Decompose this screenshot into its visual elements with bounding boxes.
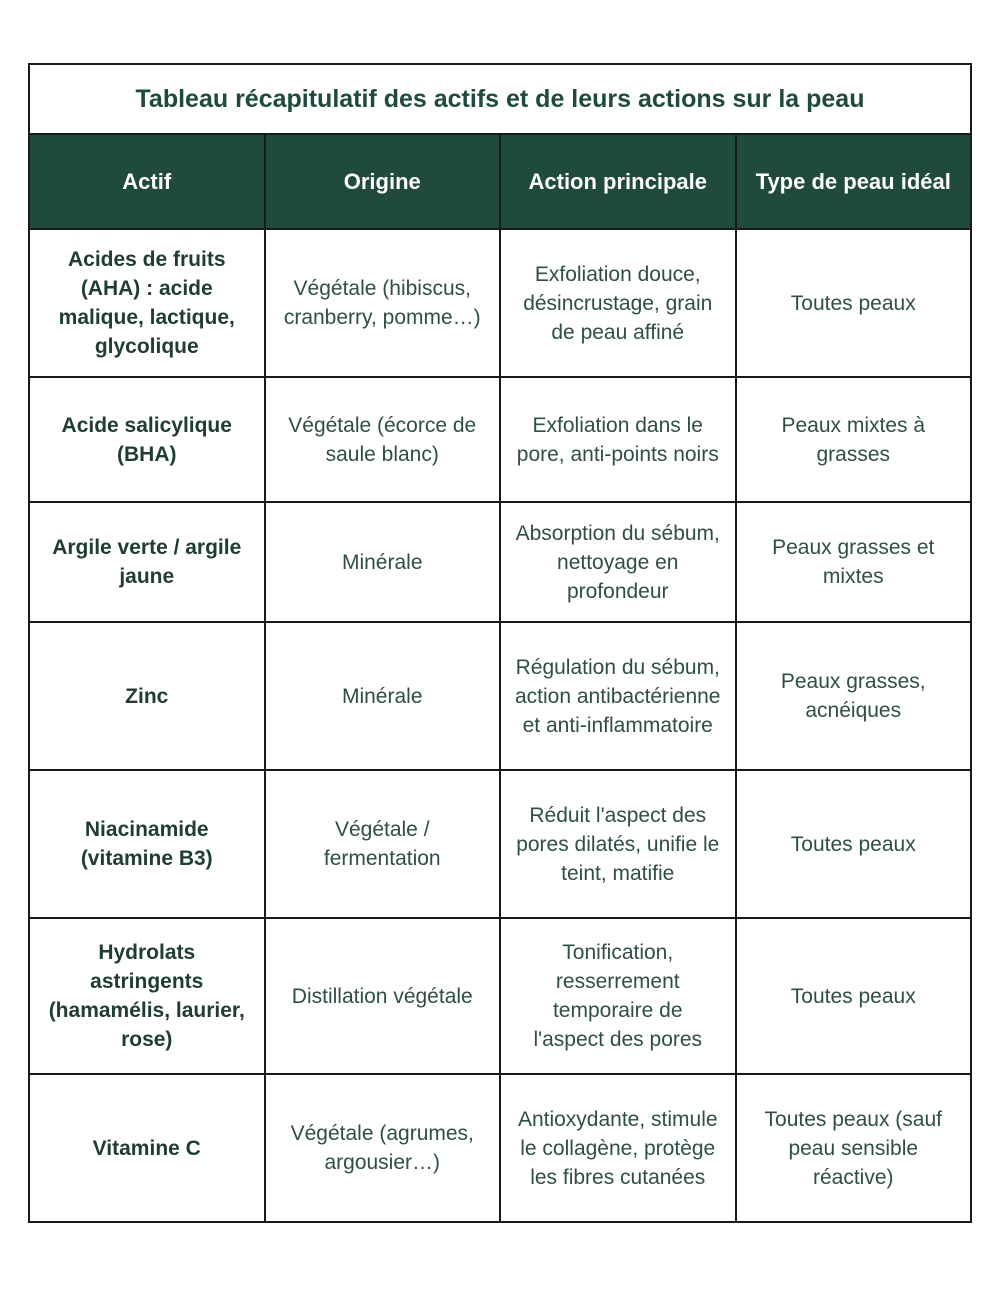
cell-type-peau: Peaux grasses, acnéiques <box>736 622 972 770</box>
table-title: Tableau récapitulatif des actifs et de leurs actions sur la peau <box>29 64 971 134</box>
table-row <box>29 918 971 1074</box>
cell-type-peau: Peaux mixtes à grasses <box>736 377 972 502</box>
title-row <box>29 64 971 134</box>
table-row <box>29 770 971 918</box>
cell-action: Antioxydante, stimule le collagène, protège les fibres cutanées <box>500 1074 736 1222</box>
cell-actif: Argile verte / argile jaune <box>29 502 265 622</box>
cell-origine: Minérale <box>265 502 501 622</box>
cell-action: Exfoliation dans le pore, anti-points noirs <box>500 377 736 502</box>
table-row <box>29 502 971 622</box>
cell-action: Tonification, resserrement temporaire de l'aspect des pores <box>500 918 736 1074</box>
cell-type-peau: Toutes peaux (sauf peau sensible réactive) <box>736 1074 972 1222</box>
cell-type-peau: Peaux grasses et mixtes <box>736 502 972 622</box>
cell-actif: Vitamine C <box>29 1074 265 1222</box>
cell-type-peau: Toutes peaux <box>736 918 972 1074</box>
cell-action: Régulation du sébum, action antibactérienne et anti-inflammatoire <box>500 622 736 770</box>
cell-actif: Acides de fruits (AHA) : acide malique, lactique, glycolique <box>29 229 265 377</box>
cell-action: Absorption du sébum, nettoyage en profondeur <box>500 502 736 622</box>
cell-action: Réduit l'aspect des pores dilatés, unifie le teint, matifie <box>500 770 736 918</box>
cell-origine: Distillation végétale <box>265 918 501 1074</box>
summary-table <box>28 63 972 1223</box>
column-header-actif: Actif <box>29 134 265 229</box>
cell-action: Exfoliation douce, désincrustage, grain de peau affiné <box>500 229 736 377</box>
column-header-action: Action principale <box>500 134 736 229</box>
summary-table-container <box>28 63 972 1223</box>
cell-origine: Végétale (écorce de saule blanc) <box>265 377 501 502</box>
table-row <box>29 229 971 377</box>
table-row <box>29 1074 971 1222</box>
column-header-origine: Origine <box>265 134 501 229</box>
table-row <box>29 377 971 502</box>
cell-origine: Végétale (hibiscus, cranberry, pomme…) <box>265 229 501 377</box>
cell-type-peau: Toutes peaux <box>736 229 972 377</box>
column-header-type-peau: Type de peau idéal <box>736 134 972 229</box>
cell-actif: Niacinamide (vitamine B3) <box>29 770 265 918</box>
header-row <box>29 134 971 229</box>
table-row <box>29 622 971 770</box>
cell-origine: Minérale <box>265 622 501 770</box>
cell-type-peau: Toutes peaux <box>736 770 972 918</box>
cell-actif: Acide salicylique (BHA) <box>29 377 265 502</box>
cell-origine: Végétale (agrumes, argousier…) <box>265 1074 501 1222</box>
cell-actif: Hydrolats astringents (hamamélis, laurier, rose) <box>29 918 265 1074</box>
cell-actif: Zinc <box>29 622 265 770</box>
cell-origine: Végétale / fermentation <box>265 770 501 918</box>
